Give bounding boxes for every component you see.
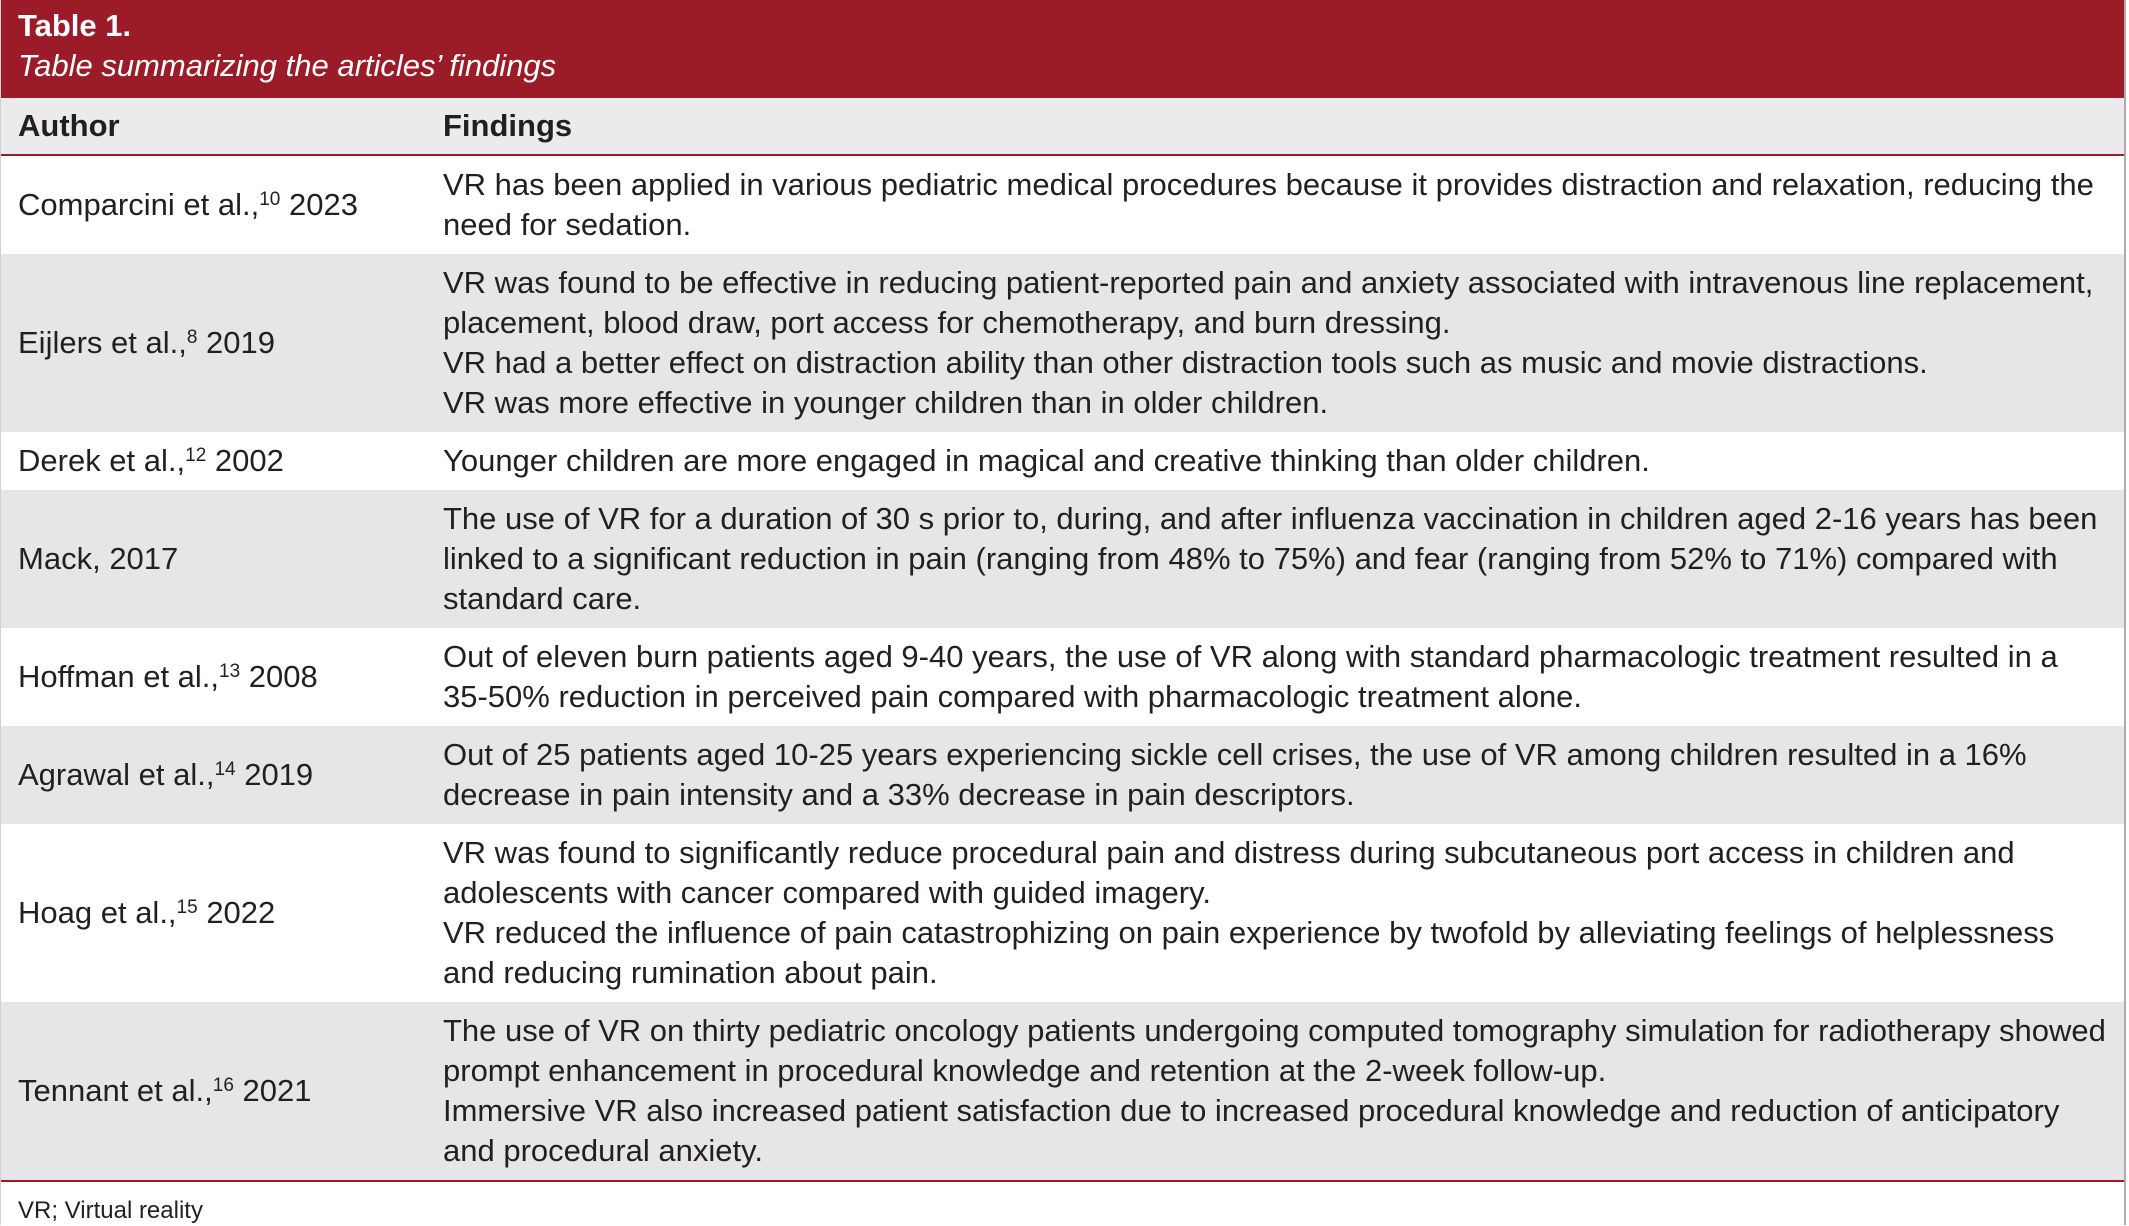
author-name: Eijlers et al., xyxy=(18,325,187,360)
finding-text: Immersive VR also increased patient satisfaction due to increased procedural knowledge and reduction of anticipatory and procedural anxiety. xyxy=(443,1093,2060,1168)
table-row xyxy=(1,628,2124,726)
author-cell xyxy=(1,628,426,726)
author-cell xyxy=(1,254,426,432)
reference-number: 15 xyxy=(176,897,198,918)
table-row xyxy=(1,1002,2124,1181)
table-row xyxy=(1,824,2124,1002)
publication-year: 2021 xyxy=(242,1073,312,1108)
author-cell xyxy=(1,155,426,254)
publication-year: 2002 xyxy=(214,443,284,478)
table-body xyxy=(1,98,2124,1182)
publication-year: 2017 xyxy=(109,541,179,576)
author-name: Comparcini et al., xyxy=(18,187,260,222)
author-name: Agrawal et al., xyxy=(18,757,215,792)
finding-text: The use of VR on thirty pediatric oncology patients undergoing computed tomography simulation for radiotherapy showed prompt enhancement in procedural knowledge and retention at the 2-week follow-up. xyxy=(443,1013,2106,1088)
author-cell xyxy=(1,726,426,824)
finding-text: Out of 25 patients aged 10-25 years experiencing sickle cell crises, the use of VR among children resulted in a 16% decrease in pain intensity and a 33% decrease in pain descriptors. xyxy=(443,737,2027,812)
reference-number: 12 xyxy=(185,445,207,466)
finding-text: VR had a better effect on distraction ability than other distraction tools such as music and movie distractions. xyxy=(443,345,1928,380)
findings-cell xyxy=(426,1002,2124,1181)
finding-text: VR was found to significantly reduce procedural pain and distress during subcutaneous port access in children and adolescents with cancer compared with guided imagery. xyxy=(443,835,2015,910)
publication-year: 2022 xyxy=(206,895,276,930)
column-header-findings: Findings xyxy=(426,98,2124,155)
finding-text: VR was more effective in younger children than in older children. xyxy=(443,385,1329,420)
finding-text: The use of VR for a duration of 30 s prior to, during, and after influenza vaccination in children aged 2-16 years has been linked to a significant reduction in pain (ranging from 48% to 75%) and fear (ranging from 52% to 71%) compared with standard care. xyxy=(443,501,2098,616)
findings-cell xyxy=(426,628,2124,726)
table-row xyxy=(1,155,2124,254)
header-row xyxy=(1,98,2124,155)
findings-cell xyxy=(426,155,2124,254)
table-caption xyxy=(1,0,2124,98)
finding-text: Out of eleven burn patients aged 9-40 years, the use of VR along with standard pharmacologic treatment resulted in a 35-50% reduction in perceived pain compared with pharmacologic treatment alone. xyxy=(443,639,2058,714)
author-name: Derek et al., xyxy=(18,443,186,478)
reference-number: 8 xyxy=(186,327,198,348)
reference-number: 14 xyxy=(214,759,236,780)
finding-text: VR has been applied in various pediatric medical procedures because it provides distraction and relaxation, reducing the need for sedation. xyxy=(443,167,2094,242)
findings-cell xyxy=(426,824,2124,1002)
findings-cell xyxy=(426,254,2124,432)
findings-cell xyxy=(426,432,2124,490)
finding-text: Younger children are more engaged in magical and creative thinking than older children. xyxy=(443,443,1650,478)
findings-cell xyxy=(426,490,2124,628)
table-row xyxy=(1,432,2124,490)
finding-text: VR reduced the influence of pain catastrophizing on pain experience by twofold by alleviating feelings of helplessness and reducing rumination about pain. xyxy=(443,915,2055,990)
author-cell xyxy=(1,1002,426,1181)
finding-text: VR was found to be effective in reducing patient-reported pain and anxiety associated with intravenous line replacement, placement, blood draw, port access for chemotherapy, and burn dressing. xyxy=(443,265,2094,340)
table-row xyxy=(1,490,2124,628)
reference-number: 16 xyxy=(212,1075,234,1096)
table-footnote: VR; Virtual reality xyxy=(18,1197,203,1224)
author-cell xyxy=(1,824,426,1002)
table-row xyxy=(1,726,2124,824)
author-cell xyxy=(1,490,426,628)
publication-year: 2023 xyxy=(288,187,358,222)
column-header-author: Author xyxy=(1,98,426,155)
table-row xyxy=(1,254,2124,432)
table-title: Table summarizing the articles’ findings xyxy=(18,48,557,83)
author-name: Tennant et al., xyxy=(18,1073,213,1108)
table-label: Table 1. xyxy=(18,8,132,43)
author-name: Mack, xyxy=(18,541,101,576)
findings-cell xyxy=(426,726,2124,824)
publication-year: 2019 xyxy=(244,757,314,792)
author-cell xyxy=(1,432,426,490)
publication-year: 2008 xyxy=(248,659,318,694)
author-name: Hoag et al., xyxy=(18,895,177,930)
reference-number: 13 xyxy=(219,661,241,682)
publication-year: 2019 xyxy=(206,325,276,360)
reference-number: 10 xyxy=(259,189,281,210)
author-name: Hoffman et al., xyxy=(18,659,220,694)
